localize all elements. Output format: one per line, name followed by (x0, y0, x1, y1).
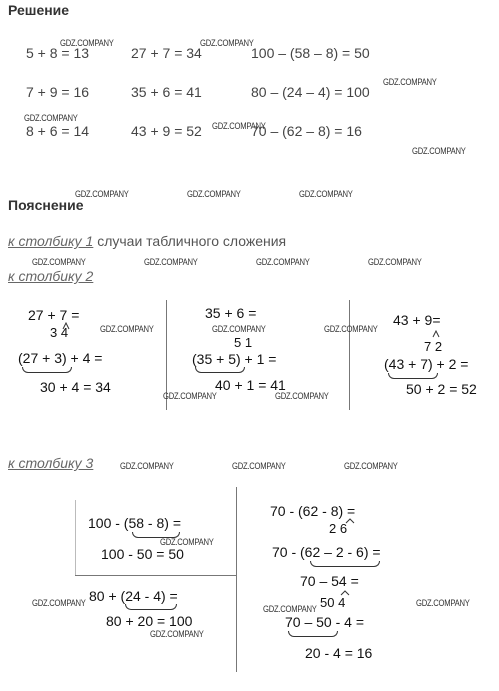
col2b-line4: 40 + 1 = 41 (215, 377, 286, 393)
solution-r1-c1: 5 + 8 = 13 (26, 45, 90, 61)
watermark: GDZ.COMPANY (232, 461, 286, 471)
brace (125, 604, 177, 610)
column1-link: к столбику 1 (8, 233, 94, 249)
column1-text: случаи табличного сложения (93, 233, 287, 249)
watermark: GDZ.COMPANY (275, 391, 329, 401)
brace (195, 367, 245, 373)
watermark: GDZ.COMPANY (144, 257, 198, 267)
col2a-line4: 30 + 4 = 34 (40, 379, 111, 395)
col3-left-line4: 80 + 20 = 100 (106, 613, 193, 629)
divider (75, 500, 76, 575)
watermark: GDZ.COMPANY (160, 537, 214, 547)
col3-right-line7: 20 - 4 = 16 (305, 645, 373, 661)
watermark: GDZ.COMPANY (60, 38, 114, 48)
col3-left-line1: 100 - (58 - 8) = (88, 515, 181, 531)
solution-r2-c2: 35 + 6 = 41 (131, 84, 202, 100)
solution-r2-c3: 80 – (24 – 4) = 100 (251, 84, 370, 100)
divider (236, 487, 237, 672)
watermark: GDZ.COMPANY (412, 146, 466, 156)
column3-link: к столбику 3 (8, 455, 94, 471)
watermark: GDZ.COMPANY (100, 324, 154, 334)
col2b-line3: (35 + 5) + 1 = (192, 351, 277, 367)
brace (288, 631, 338, 637)
heading-explanation: Пояснение (8, 197, 84, 213)
col3-right-line3: 70 - (62 – 2 - 6) = (272, 544, 381, 560)
col3-left-line3: 80 + (24 - 4) = (89, 588, 178, 604)
col2c-line4: 50 + 2 = 52 (406, 381, 477, 397)
watermark: GDZ.COMPANY (150, 629, 204, 639)
brace (22, 367, 72, 373)
watermark: GDZ.COMPANY (416, 598, 470, 608)
col2c-line1: 43 + 9= (393, 312, 441, 328)
watermark: GDZ.COMPANY (383, 77, 437, 87)
watermark: GDZ.COMPANY (344, 461, 398, 471)
watermark: GDZ.COMPANY (24, 113, 78, 123)
watermark: GDZ.COMPANY (32, 257, 86, 267)
split-mark (432, 330, 440, 338)
col2a-line1: 27 + 7 = (28, 307, 80, 323)
col2a-line2: 3 4 (50, 325, 69, 340)
watermark: GDZ.COMPANY (299, 189, 353, 199)
watermark: GDZ.COMPANY (32, 598, 86, 608)
watermark: GDZ.COMPANY (187, 189, 241, 199)
col2c-line2: 7 2 (424, 339, 443, 354)
column2-link: к столбику 2 (8, 268, 94, 284)
watermark: GDZ.COMPANY (200, 38, 254, 48)
watermark: GDZ.COMPANY (212, 121, 266, 131)
heading-solution: Решение (8, 2, 70, 18)
col3-right-line2: 2 6 (329, 521, 348, 536)
solution-r3-c1: 8 + 6 = 14 (26, 123, 90, 139)
watermark: GDZ.COMPANY (163, 391, 217, 401)
col3-right-line5: 50 4 (320, 595, 346, 610)
solution-r2-c1: 7 + 9 = 16 (26, 84, 90, 100)
col3-right-line1: 70 - (62 - 8) = (270, 503, 356, 519)
divider (75, 575, 237, 576)
col2b-line1: 35 + 6 = (205, 305, 257, 321)
solution-r1-c3: 100 – (58 – 8) = 50 (251, 45, 370, 61)
watermark: GDZ.COMPANY (212, 324, 266, 334)
col2b-line2: 5 1 (234, 335, 253, 350)
col2a-line3: (27 + 3) + 4 = (18, 350, 103, 366)
watermark: GDZ.COMPANY (368, 257, 422, 267)
watermark: GDZ.COMPANY (120, 461, 174, 471)
solution-r3-c3: 70 – (62 – 8) = 16 (251, 123, 362, 139)
divider (349, 300, 350, 410)
watermark: GDZ.COMPANY (75, 189, 129, 199)
column1-note (8, 233, 286, 251)
col3-left-line2: 100 - 50 = 50 (101, 546, 184, 562)
watermark: GDZ.COMPANY (324, 324, 378, 334)
watermark: GDZ.COMPANY (256, 257, 310, 267)
solution-r3-c2: 43 + 9 = 52 (131, 123, 202, 139)
brace (310, 561, 380, 567)
solution-r1-c2: 27 + 7 = 34 (131, 45, 202, 61)
col2c-line3: (43 + 7) + 2 = (384, 356, 469, 372)
brace (388, 373, 438, 379)
col3-right-line6: 70 – 50 - 4 = (285, 614, 365, 630)
watermark: GDZ.COMPANY (263, 604, 317, 614)
col3-right-line4: 70 – 54 = (300, 573, 359, 589)
